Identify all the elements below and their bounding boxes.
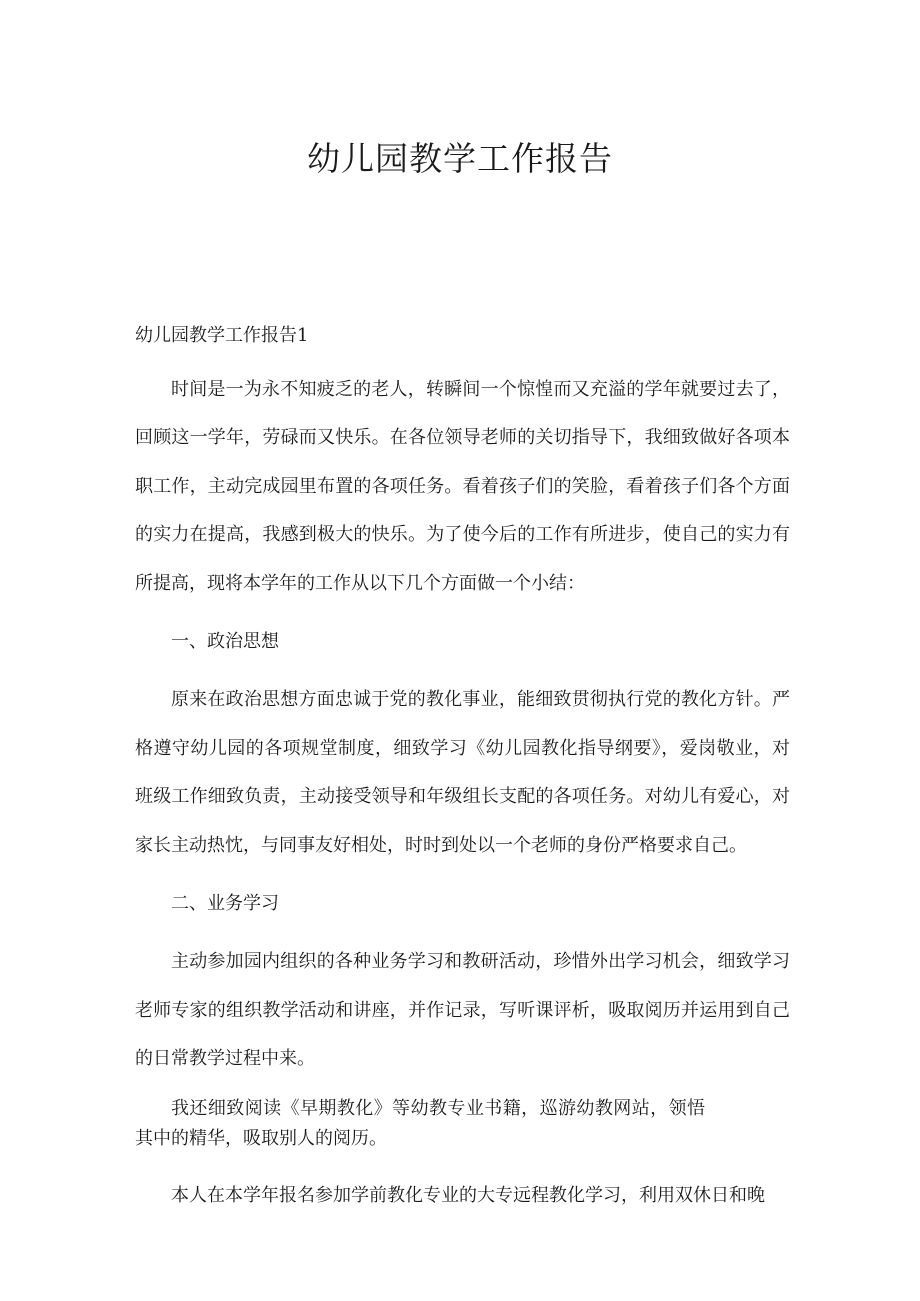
paragraph-professional-study: 主动参加园内组织的各种业务学习和教研活动，珍惜外出学习机会，细致学习老师专家的组织教学活动和讲座，并作记录，写听课评析，吸取阅历并运用到自己的日常教学过程中来。 xyxy=(135,951,790,1070)
heading-political-thought: 一、政治思想 xyxy=(171,631,279,653)
paragraph-reading: 我还细致阅读《早期教化》等幼教专业书籍，巡游幼教网站，领悟其中的精华，吸取别人的阅历。 xyxy=(135,1097,705,1149)
document-title: 幼儿园教学工作报告 xyxy=(307,139,613,178)
section-subtitle: 幼儿园教学工作报告1 xyxy=(135,325,309,346)
paragraph-remote-education: 本人在本学年报名参加学前教化专业的大专远程教化学习，利用双休日和晚 xyxy=(171,1184,765,1206)
paragraph-intro: 时间是一为永不知疲乏的老人，转瞬间一个惊惶而又充溢的学年就要过去了，回顾这一学年，劳碌而又快乐。在各位领导老师的关切指导下，我细致做好各项本职工作，主动完成园里布置的各项任务。看着孩子们的笑脸，看着孩子们各个方面的实力在提高，我感到极大的快乐。为了使今后的工作有所进步，使自己的实力有所提高，现将本学年的工作从以下几个方面做一个小结： xyxy=(135,379,790,594)
document-body xyxy=(135,316,790,1220)
paragraph-political-thought: 原来在政治思想方面忠诚于党的教化事业，能细致贯彻执行党的教化方针。严格遵守幼儿园的各项规堂制度，细致学习《幼儿园教化指导纲要》，爱岗敬业，对班级工作细致负责，主动接受领导和年级组长支配的各项任务。对幼儿有爱心，对家长主动热忱，与同事友好相处，时时到处以一个老师的身份严格要求自己。 xyxy=(135,689,790,856)
heading-professional-study: 二、业务学习 xyxy=(171,893,279,915)
